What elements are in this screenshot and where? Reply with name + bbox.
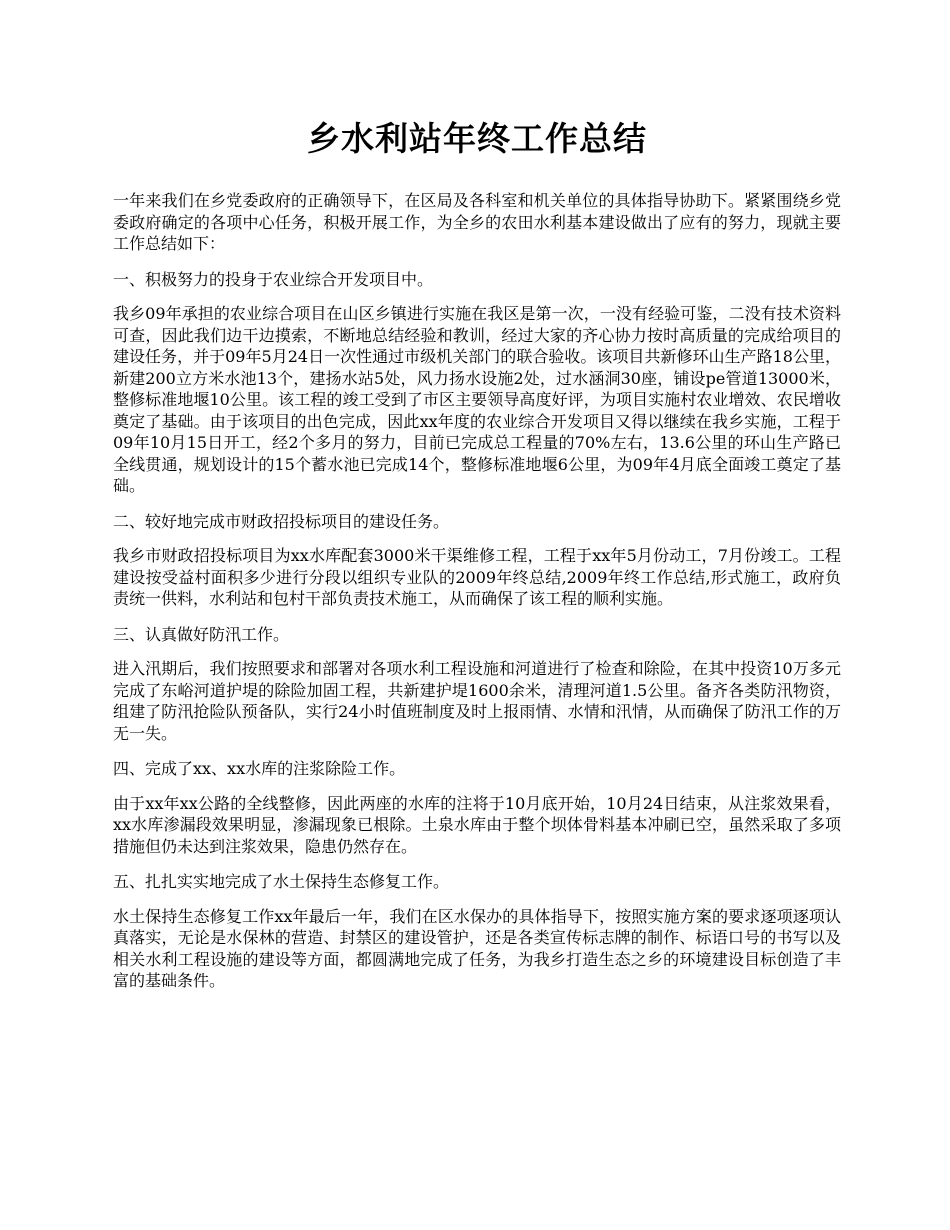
section-body-1: 我乡09年承担的农业综合项目在山区乡镇进行实施在我区是第一次，一没有经验可鉴，二没有技术资料可查，因此我们边干边摸索，不断地总结经验和教训，经过大家的齐心协力按时高质量的完成给项目的建设任务，并于09年5月24日一次性通过市级机关部门的联合验收。该项目共新修环山生产路18公里，新建200立方米水池13个，建扬水站5处，风力扬水设施2处，过水涵洞30座，铺设pe管道13000米，整修标准地堰10公里。该工程的竣工受到了市区主要领导高度好评，为项目实施村农业增效、农民增收奠定了基础。由于该项目的出色完成，因此xx年度的农业综合开发项目又得以继续在我乡实施，工程于09年10月15日开工，经2个多月的努力，目前已完成总工程量的70%左右，13.6公里的环山生产路已全线贯通，规划设计的15个蓄水池已完成14个，整修标准地堰6公里，为09年4月底全面竣工奠定了基础。: [113, 304, 841, 495]
section-heading-2: 二、较好地完成市财政招投标项目的建设任务。: [113, 511, 450, 531]
section-body-2: 我乡市财政招投标项目为xx水库配套3000米干渠维修工程，工程于xx年5月份动工，7月份竣工。工程建设按受益村面积多少进行分段以组织专业队的2009年终总结,2009年终工作总结,形式施工，政府负责统一供料，水利站和包村干部负责技术施工，从而确保了该工程的顺利实施。: [113, 546, 841, 608]
document-title: 乡水利站年终工作总结: [307, 119, 647, 158]
document-page: [113, 110, 841, 1006]
section-heading-3: 三、认真做好防汛工作。: [113, 624, 290, 644]
section-body-3: 进入汛期后，我们按照要求和部署对各项水利工程设施和河道进行了检查和除险，在其中投资10万多元完成了东峪河道护堤的除险加固工程，共新建护堤1600余米，清理河道1.5公里。备齐各类防汛物资，组建了防汛抢险队预备队，实行24小时值班制度及时上报雨情、水情和汛情，从而确保了防汛工作的万无一失。: [113, 659, 841, 743]
section-heading-1: 一、积极努力的投身于农业综合开发项目中。: [113, 269, 434, 289]
section-heading-4: 四、完成了xx、xx水库的注浆除险工作。: [113, 759, 406, 778]
section-heading-5: 五、扎扎实实地完成了水土保持生态修复工作。: [113, 872, 450, 891]
intro-paragraph: 一年来我们在乡党委政府的正确领导下，在区局及各科室和机关单位的具体指导协助下。紧紧围绕乡党委政府确定的各项中心任务，积极开展工作，为全乡的农田水利基本建设做出了应有的努力，现就主要工作总结如下：: [113, 191, 841, 253]
section-body-4: 由于xx年xx公路的全线整修，因此两座的水库的注将于10月底开始，10月24日结束，从注浆效果看，xx水库渗漏段效果明显，渗漏现象已根除。土泉水库由于整个坝体骨料基本冲刷已空，虽然采取了多项措施但仍未达到注浆效果，隐患仍然存在。: [113, 793, 841, 856]
section-body-5: 水土保持生态修复工作xx年最后一年，我们在区水保办的具体指导下，按照实施方案的要求逐项逐项认真落实，无论是水保林的营造、封禁区的建设管护，还是各类宣传标志牌的制作、标语口号的书写以及相关水利工程设施的建设等方面，都圆满地完成了任务，为我乡打造生态之乡的环境建设目标创造了丰富的基础条件。: [113, 906, 841, 990]
